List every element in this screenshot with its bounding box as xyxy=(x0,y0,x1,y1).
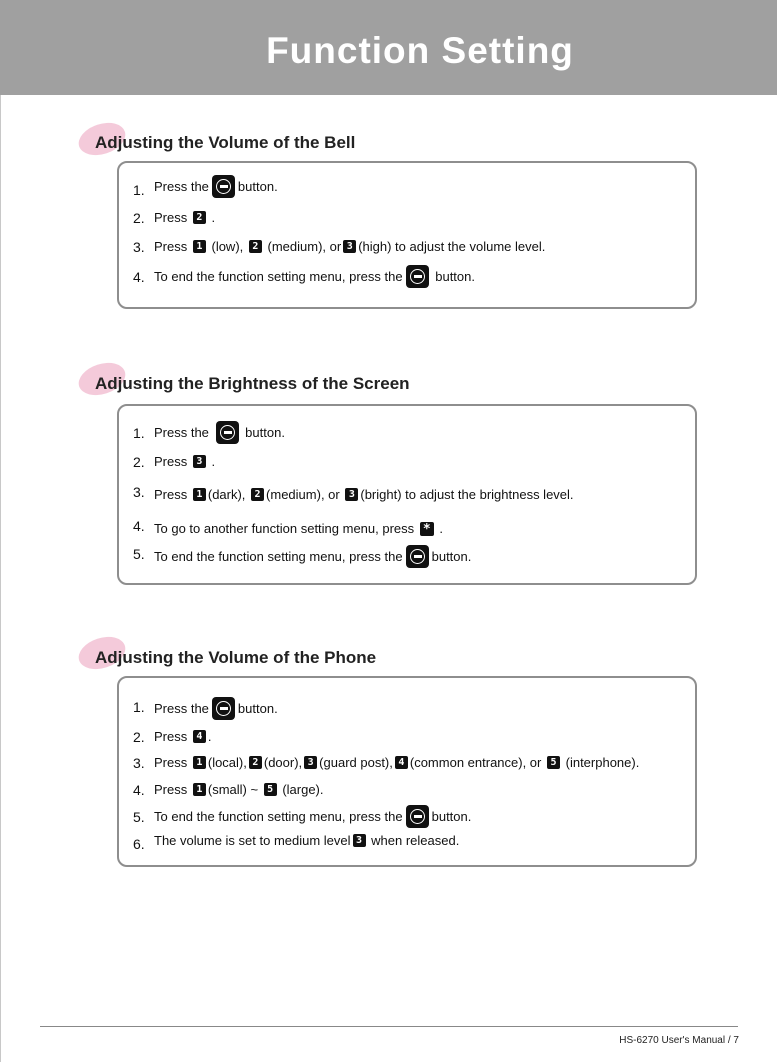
key-3-icon: 3 xyxy=(193,455,206,468)
footer-page-label: HS-6270 User's Manual / 7 xyxy=(619,1035,739,1046)
panel-phone-volume: 1. Press the button. 2. Press 4 . 3. Press 1 (local), 2 (door), 3 (guard post), 4 (common entrance), or 5 (interphone). 4. Press 1 (small) ~ 5 (large). 5. To end the function setting menu, press the button. 6. The volume is set to medium level 3 when released. xyxy=(117,676,697,867)
key-3-icon: 3 xyxy=(353,834,366,847)
key-2-icon: 2 xyxy=(193,211,206,224)
footer-divider xyxy=(40,1026,738,1027)
menu-key-icon xyxy=(406,545,429,568)
panel-bell-volume: 1. Press the button. 2. Press 2 . 3. Press 1 (low), 2 (medium), or 3 (high) to adjust the volume level. 4. To end the function setting menu, press the button. xyxy=(117,161,697,309)
key-1-icon: 1 xyxy=(193,488,206,501)
menu-key-icon xyxy=(406,805,429,828)
key-5-icon: 5 xyxy=(547,756,560,769)
section-title-brightness: Adjusting the Brightness of the Screen xyxy=(95,374,410,393)
key-5-icon: 5 xyxy=(264,783,277,796)
left-border xyxy=(0,95,1,1062)
menu-key-icon xyxy=(212,175,235,198)
key-3-icon: 3 xyxy=(304,756,317,769)
section-title-phone: Adjusting the Volume of the Phone xyxy=(95,648,377,667)
key-2-icon: 2 xyxy=(249,240,262,253)
key-3-icon: 3 xyxy=(343,240,356,253)
key-4-icon: 4 xyxy=(395,756,408,769)
panel-screen-brightness: 1. Press the button. 2. Press 3 . 3. Press 1 (dark), 2 (medium), or 3 (bright) to adjust the brightness level. 4. To go to another function setting menu, press * . 5. To end the function setting menu, press the button. xyxy=(117,404,697,585)
key-star-icon: * xyxy=(420,522,434,536)
page-title: Function Setting xyxy=(266,30,574,71)
menu-key-icon xyxy=(212,697,235,720)
key-1-icon: 1 xyxy=(193,756,206,769)
key-2-icon: 2 xyxy=(251,488,264,501)
key-4-icon: 4 xyxy=(193,730,206,743)
menu-key-icon xyxy=(216,421,239,444)
key-1-icon: 1 xyxy=(193,240,206,253)
page-header xyxy=(0,0,777,95)
key-1-icon: 1 xyxy=(193,783,206,796)
section-title-bell: Adjusting the Volume of the Bell xyxy=(95,133,356,152)
key-2-icon: 2 xyxy=(249,756,262,769)
key-3-icon: 3 xyxy=(345,488,358,501)
menu-key-icon xyxy=(406,265,429,288)
